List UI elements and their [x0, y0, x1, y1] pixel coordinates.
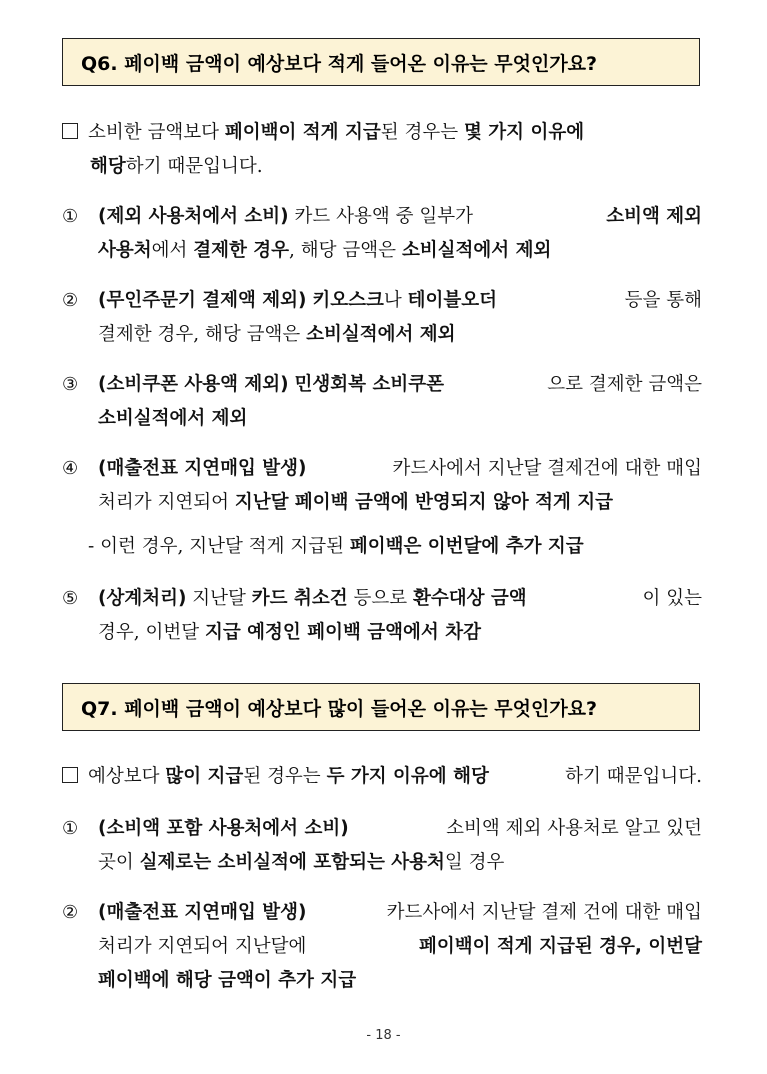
- page-number: - 18 -: [366, 1028, 401, 1043]
- q6-item-5: ⑤ (상계처리) 지난달 카드 취소건 등으로 환수대상 금액 이 있는 경우, 이번달 지급 예정인 페이백 금액에서 차감: [62, 582, 702, 650]
- item-number: ⑤: [62, 588, 79, 609]
- item-number: ③: [62, 374, 79, 395]
- q7-item-1: ① (소비액 포함 사용처에서 소비) 소비액 제외 사용처로 알고 있던 곳이 실제로는 소비실적에 포함되는 사용처일 경우: [62, 812, 702, 880]
- q6-title: Q6. 페이백 금액이 예상보다 적게 들어온 이유는 무엇인가요?: [81, 52, 598, 75]
- q7-heading-box: [62, 683, 700, 731]
- checkbox-square-icon: [62, 123, 78, 139]
- q6-item-4: ④ (매출전표 지연매입 발생) 카드사에서 지난달 결제건에 대한 매입 처리가 지연되어 지난달 페이백 금액에 반영되지 않아 적게 지급: [62, 452, 702, 520]
- checkbox-square-icon: [62, 767, 78, 783]
- q6-item-1: ① (제외 사용처에서 소비) 카드 사용액 중 일부가 소비액 제외 사용처에서 결제한 경우, 해당 금액은 소비실적에서 제외: [62, 200, 702, 268]
- q6-item-3: ③ (소비쿠폰 사용액 제외) 민생회복 소비쿠폰 으로 결제한 금액은 소비실적에서 제외: [62, 368, 702, 436]
- item-number: ①: [62, 818, 79, 839]
- q6-intro: [62, 116, 702, 184]
- item-number: ②: [62, 902, 79, 923]
- item-number: ④: [62, 458, 79, 479]
- q6-item-2: ② (무인주문기 결제액 제외) 키오스크나 테이블오더 등을 통해 결제한 경우, 해당 금액은 소비실적에서 제외: [62, 284, 702, 352]
- q6-dash-note: - 이런 경우, 지난달 적게 지급된 페이백은 이번달에 추가 지급: [88, 536, 584, 557]
- q6-heading-box: [62, 38, 700, 86]
- q7-item-2: ② (매출전표 지연매입 발생) 카드사에서 지난달 결제 건에 대한 매입 처리가 지연되어 지난달에 페이백이 적게 지급된 경우, 이번달 페이백에 해당 금액이 추가 지급: [62, 896, 702, 998]
- q7-title: Q7. 페이백 금액이 예상보다 많이 들어온 이유는 무엇인가요?: [81, 697, 598, 720]
- item-number: ①: [62, 206, 79, 227]
- q6-intro-line-1: 소비한 금액보다 페이백이 적게 지급된 경우는 몇 가지 이유에: [62, 116, 702, 150]
- q6-intro-line-2: 해당하기 때문입니다.: [90, 156, 263, 177]
- item-number: ②: [62, 290, 79, 311]
- q7-intro: 예상보다 많이 지급된 경우는 두 가지 이유에 해당 하기 때문입니다.: [62, 760, 702, 794]
